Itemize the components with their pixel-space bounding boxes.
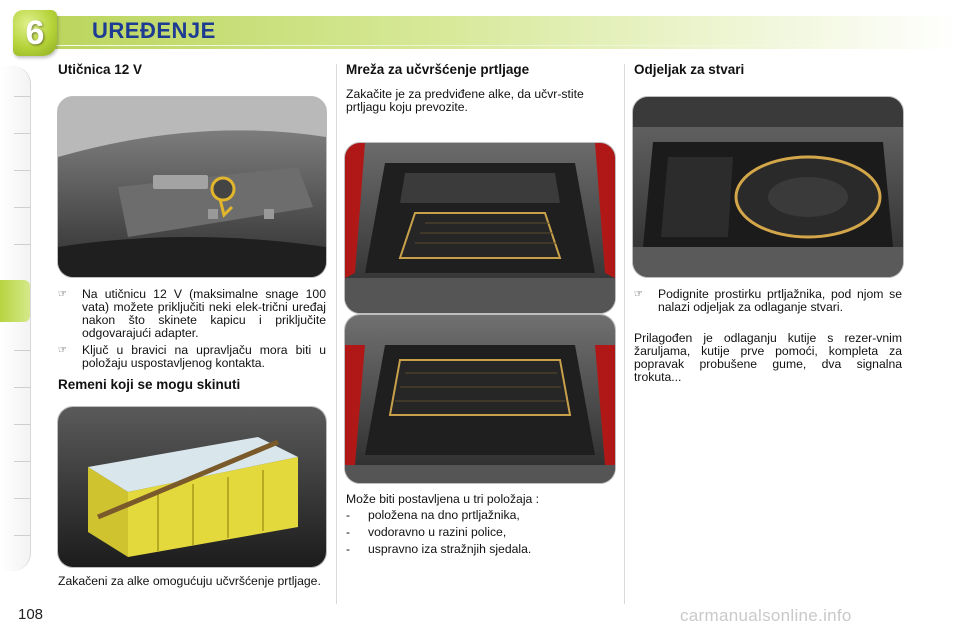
dash-marker: - <box>346 525 351 539</box>
dash-marker: - <box>346 508 351 522</box>
straps-photo <box>57 406 327 568</box>
net-intro: Zakačite je za predviđene alke, da učvr-stite prtljagu koju prevozite. <box>346 87 584 114</box>
pointing-hand-icon: ☞ <box>58 345 67 356</box>
chapter-tab-divider <box>14 170 30 171</box>
storage-bullet-text: Podignite prostirku prtljažnika, pod njom se nalazi odjeljak za odlaganje stvari. <box>658 287 902 314</box>
position-text: vodoravno u razini police, <box>368 525 507 539</box>
chapter-tab-divider <box>14 424 30 425</box>
storage-bullet <box>634 288 902 314</box>
straps-heading: Remeni koji se mogu skinuti <box>58 377 241 392</box>
chapter-tab-divider <box>14 96 30 97</box>
chapter-badge <box>13 10 57 56</box>
column-divider <box>624 64 625 604</box>
position-text: položena na dno prtljažnika, <box>368 508 520 522</box>
page-title: UREĐENJE <box>92 18 216 43</box>
position-item <box>346 526 614 539</box>
chapter-tab-divider <box>14 387 30 388</box>
position-item <box>346 543 614 556</box>
positions-intro: Može biti postavljena u tri položaja : <box>346 492 540 506</box>
straps-caption: Zakačeni za alke omogućuju učvršćenje prtljage. <box>58 574 321 588</box>
socket-heading: Utičnica 12 V <box>58 62 143 77</box>
chapter-tab-divider <box>14 498 30 499</box>
chapter-tab-divider <box>14 244 30 245</box>
pointing-hand-icon: ☞ <box>58 289 67 300</box>
column-divider <box>336 64 337 604</box>
chapter-tab-divider <box>14 350 30 351</box>
dash-marker: - <box>346 542 351 556</box>
socket-photo <box>57 96 327 278</box>
storage-photo <box>632 96 904 278</box>
net-heading: Mreža za učvršćenje prtljage <box>346 62 530 77</box>
storage-body: Prilagođen je odlaganju kutije s rezer-vnim žaruljama, kutije prve pomoći, kompleta za popravak probušene gume, dva signalna trokuta... <box>634 331 902 384</box>
chapter-tab-divider <box>14 133 30 134</box>
net-shelf-photo <box>344 314 616 484</box>
socket-bullet-text: Ključ u bravici na upravljaču mora biti u položaju uspostavljenog kontakta. <box>82 343 326 370</box>
storage-bullet-block <box>634 288 902 314</box>
socket-bullet <box>58 344 326 370</box>
page-number: 108 <box>18 606 44 623</box>
positions-list <box>346 509 614 556</box>
chapter-tab-active[interactable] <box>0 280 30 322</box>
position-item <box>346 509 614 522</box>
socket-bullet-list <box>58 288 326 370</box>
position-text: uspravno iza stražnjih sjedala. <box>368 542 532 556</box>
chapter-tab-divider <box>14 461 30 462</box>
storage-heading: Odjeljak za stvari <box>634 62 745 77</box>
pointing-hand-icon: ☞ <box>634 289 643 300</box>
chapter-number: 6 <box>25 13 45 52</box>
socket-bullet-text: Na utičnicu 12 V (maksimalne snage 100 vata) možete priključiti neki elek-trični uređaj nakon što skinete kapicu i priključite odgovarajući adapter. <box>82 287 326 340</box>
socket-bullet <box>58 288 326 340</box>
net-floor-photo <box>344 142 616 314</box>
watermark: carmanualsonline.info <box>680 606 852 625</box>
chapter-tab-divider <box>14 535 30 536</box>
chapter-tab-divider <box>14 207 30 208</box>
